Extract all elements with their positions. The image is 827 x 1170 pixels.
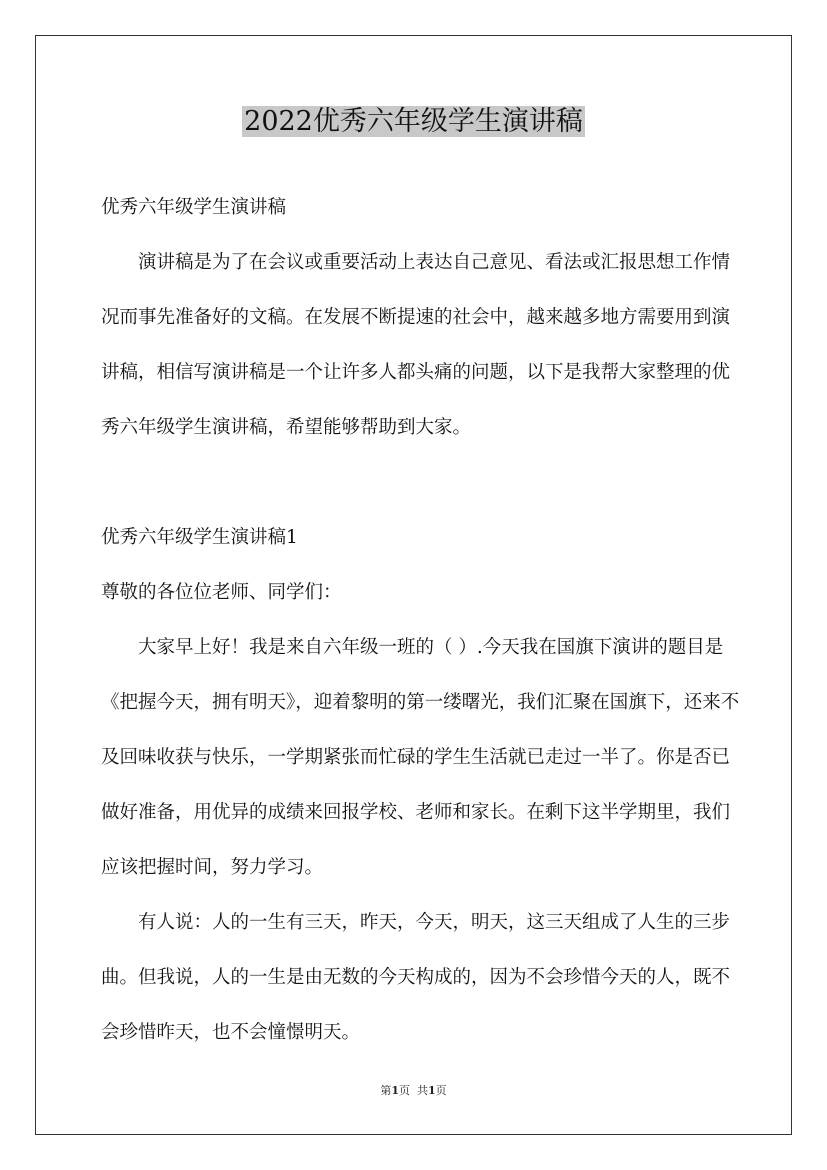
page-prefix: 第 — [380, 1084, 392, 1097]
salutation: 尊敬的各位位老师、同学们： — [101, 582, 342, 603]
page-total: 1 — [428, 1084, 436, 1097]
page-current: 1 — [391, 1084, 399, 1097]
section-heading: 优秀六年级学生演讲稿1 — [101, 527, 298, 548]
document-title — [0, 104, 827, 140]
body-paragraph-2: 有人说：人的一生有三天，昨天，今天，明天，这三天组成了人生的三步曲。但我说，人的一生是由无数的今天构成的，因为不会珍惜今天的人，既不会珍惜昨天，也不会憧憬明天。 — [101, 912, 731, 1043]
page-footer — [0, 1083, 827, 1099]
intro-heading: 优秀六年级学生演讲稿 — [101, 197, 287, 218]
document-body — [101, 180, 741, 1060]
body-paragraph-1: 大家早上好！我是来自六年级一班的（ ）.今天我在国旗下演讲的题目是《把握今天，拥有明天》，迎着黎明的第一缕曙光，我们汇聚在国旗下，还来不及回味收获与快乐，一学期紧张而忙碌的学生生活就已走过一半了。你是否已做好准备，用优异的成绩来回报学校、老师和家长。在剩下这半学期里，我们应该把握时间，努力学习。 — [101, 637, 740, 878]
page-suffix: 页 — [435, 1084, 447, 1097]
page-mid: 页 共 — [399, 1084, 428, 1097]
document-title-text: 2022优秀六年级学生演讲稿 — [244, 106, 583, 137]
intro-paragraph: 演讲稿是为了在会议或重要活动上表达自己意见、看法或汇报思想工作情况而事先准备好的文稿。在发展不断提速的社会中，越来越多地方需要用到演讲稿，相信写演讲稿是一个让许多人都头痛的问题，以下是我帮大家整理的优秀六年级学生演讲稿，希望能够帮助到大家。 — [101, 252, 731, 438]
